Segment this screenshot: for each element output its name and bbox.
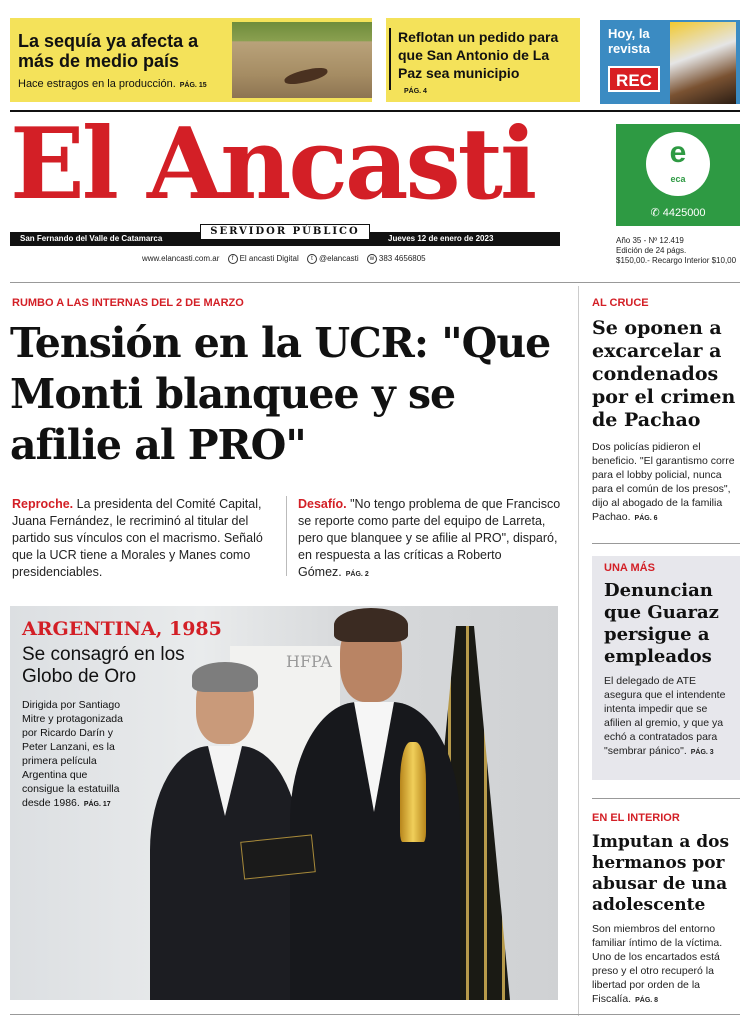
right-story-2[interactable] <box>604 562 736 760</box>
photo-story-body: Dirigida por Santiago Mitre y protagonizada por Ricardo Darín y Peter Lanzani, es la primera película Argentina que consigue la estatuilla desde 1986. PÁG. 17 <box>22 699 123 809</box>
eca-advertisement[interactable] <box>616 124 740 226</box>
teaser-magazine[interactable] <box>600 20 740 104</box>
right-story-2-body: El delegado de ATE asegura que el intendente intenta impedir que se afilien al gremio, y que ya echó a contratados para "sembrar pánico". PÁG. 3 <box>604 675 726 757</box>
eca-name: eca <box>670 174 686 184</box>
teaser-drought-title[interactable]: La sequía ya afecta a más de medio país <box>18 31 199 71</box>
eca-letter: e <box>669 136 687 169</box>
twitter-icon: t <box>307 254 317 264</box>
facebook-icon: f <box>228 254 238 264</box>
magazine-cover-image <box>670 22 736 104</box>
ricardo-darin-figure <box>150 666 300 1000</box>
page-ref: PÁG. 8 <box>635 997 659 1004</box>
right-story-3[interactable] <box>592 812 742 1008</box>
facebook-link[interactable]: El ancasti Digital <box>239 254 299 264</box>
newspaper-logo[interactable]: El Ancasti <box>10 107 535 222</box>
right-story-2-headline[interactable]: Denuncian que Guaraz persigue a empleados <box>604 580 719 667</box>
main-story-kicker: RUMBO A LAS INTERNAS DEL 2 DE MARZO <box>12 297 244 309</box>
main-story-column-b: Desafío. "No tengo problema de que Francisco se reporte como parte del equipo de Larreta, pero que blanquee y se afilie al PRO", disparó, en respuesta a las críticas a Roberto Gómez. PÁG. 2 <box>298 497 561 579</box>
page-ref: PÁG. 17 <box>83 801 111 808</box>
teaser-divider <box>389 28 391 90</box>
teaser-drought[interactable] <box>10 18 372 102</box>
whatsapp-number[interactable]: 383 4656805 <box>378 254 426 264</box>
page-ref: PÁG. 6 <box>634 515 658 522</box>
award-envelope <box>240 834 316 879</box>
website-link[interactable]: www.elancasti.com.ar <box>142 254 220 264</box>
column-divider <box>286 496 287 576</box>
photo-story-kicker: ARGENTINA, 1985 <box>22 618 222 640</box>
main-headline[interactable]: Tensión en la UCR: "Que Monti blanquee y se afilie al PRO" <box>10 319 551 469</box>
twitter-link[interactable]: @elancasti <box>318 254 359 264</box>
slogan: SERVIDOR PÚBLICO <box>200 224 370 240</box>
santiago-mitre-figure <box>290 606 460 1000</box>
lead-word: Reproche. <box>12 497 74 511</box>
eca-logo <box>646 132 710 196</box>
drought-photo <box>232 22 372 98</box>
eca-phone: ✆ 4425000 <box>650 207 706 219</box>
masthead-rule <box>10 282 740 283</box>
contact-line <box>142 254 426 264</box>
page-ref: PÁG. 4 <box>404 88 427 95</box>
page-ref: PÁG. 3 <box>690 749 714 756</box>
right-story-2-kicker: UNA MÁS <box>604 562 655 574</box>
location-text: San Fernando del Valle de Catamarca <box>20 234 163 243</box>
right-story-1-headline[interactable]: Se oponen a excarcelar a condenados por el crimen de Pachao <box>592 317 736 431</box>
rec-logo[interactable]: REC <box>608 66 660 92</box>
bottom-rule <box>10 1014 740 1015</box>
teaser-san-antonio[interactable] <box>386 18 580 102</box>
lead-word: Desafío. <box>298 497 347 511</box>
right-story-1-kicker: AL CRUCE <box>592 297 649 309</box>
magazine-label: Hoy, la revista <box>608 26 650 56</box>
right-story-1-body: Dos policías pidieron el beneficio. "El garantismo corre para el lobby policial, nunca para el común de los presos", dijo al abogado de la familia Pachao. PÁG. 6 <box>592 441 735 523</box>
right-story-3-body: Son miembros del entorno familiar íntimo de la víctima. Uno de los encartados está preso y el otro recuperó la libertad por orden de la Fiscalía. PÁG. 8 <box>592 923 723 1005</box>
teaser-san-antonio-title[interactable]: Reflotan un pedido para que San Antonio de La Paz sea municipio <box>398 29 559 81</box>
right-rule-1 <box>592 543 740 544</box>
right-rule-2 <box>592 798 740 799</box>
right-story-3-kicker: EN EL INTERIOR <box>592 812 680 824</box>
golden-globe-trophy <box>400 742 426 842</box>
whatsapp-icon: w <box>367 254 377 264</box>
right-story-3-headline[interactable]: Imputan a dos hermanos por abusar de una adolescente <box>592 832 730 915</box>
dead-animal-shape <box>283 66 329 87</box>
page-ref: PÁG. 15 <box>179 82 207 89</box>
right-story-1[interactable] <box>592 297 742 526</box>
right-column-divider <box>578 286 579 1016</box>
main-story-column-a: Reproche. La presidenta del Comité Capital, Juana Fernández, le recriminó al titular del partido sus vínculos con el macrismo. Señaló que la UCR tiene a Morales y Manes como presidenciables. <box>12 497 263 579</box>
teaser-drought-subtitle: Hace estragos en la producción. PÁG. 15 <box>18 78 207 90</box>
photo-story-headline[interactable]: Se consagró en los Globo de Oro <box>22 644 185 687</box>
page-ref: PÁG. 2 <box>345 571 369 578</box>
issue-date: Jueves 12 de enero de 2023 <box>388 234 494 243</box>
edition-info: Año 35 - Nº 12.419 Edición de 24 págs. $150,00.- Recargo Interior $10,00 <box>616 236 737 265</box>
hfpa-backdrop-text: HFPA <box>286 652 332 671</box>
